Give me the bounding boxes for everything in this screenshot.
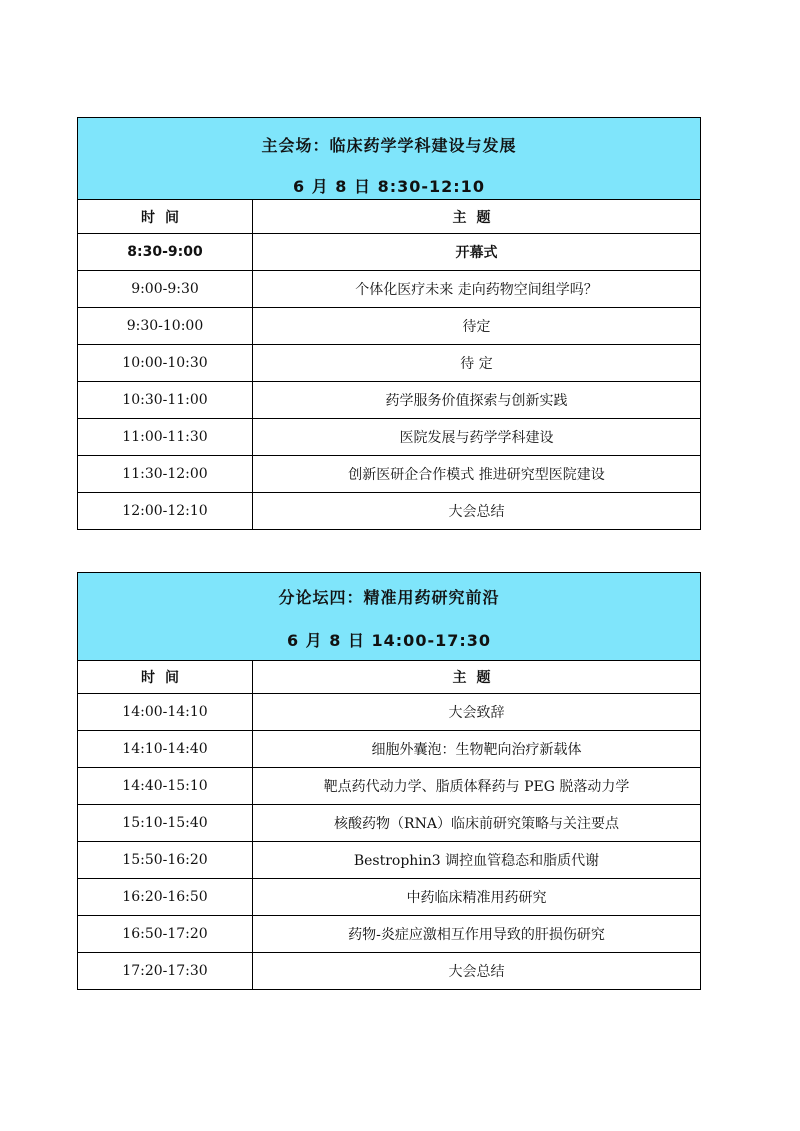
- row-topic: 开幕式: [253, 234, 701, 271]
- row-time: 11:00-11:30: [78, 419, 253, 456]
- row-time: 10:00-10:30: [78, 345, 253, 382]
- table-row: [78, 731, 700, 768]
- session-date-time: 6 月 8 日 8:30-12:10: [293, 177, 485, 196]
- session-title: 主会场：临床药学学科建设与发展: [261, 136, 517, 155]
- row-topic: 个体化医疗未来 走向药物空间组学吗？: [253, 271, 701, 308]
- row-time: 9:00-9:30: [78, 271, 253, 308]
- row-time: 9:30-10:00: [78, 308, 253, 345]
- session-main-venue: [77, 117, 701, 530]
- row-topic: 待 定: [253, 345, 701, 382]
- table-row: [78, 456, 700, 493]
- table-row: [78, 805, 700, 842]
- row-topic: 核酸药物（RNA）临床前研究策略与关注要点: [253, 805, 701, 842]
- col-topic-header: 主题: [452, 670, 501, 686]
- row-topic: 中药临床精准用药研究: [253, 879, 701, 916]
- row-time: 8:30-9:00: [78, 234, 253, 271]
- row-time: 10:30-11:00: [78, 382, 253, 419]
- schedule-table: [78, 200, 700, 529]
- row-topic: 靶点药代动力学、脂质体释药与 PEG 脱落动力学: [253, 768, 701, 805]
- table-row: [78, 382, 700, 419]
- row-time: 16:20-16:50: [78, 879, 253, 916]
- session-header: [78, 118, 700, 200]
- row-topic: 大会总结: [253, 953, 701, 990]
- table-row: [78, 493, 700, 530]
- table-header-row: [78, 200, 700, 234]
- table-row: [78, 694, 700, 731]
- row-topic: 医院发展与药学学科建设: [253, 419, 701, 456]
- table-row: [78, 768, 700, 805]
- row-time: 16:50-17:20: [78, 916, 253, 953]
- row-topic: 细胞外囊泡：生物靶向治疗新载体: [253, 731, 701, 768]
- row-topic: 药物-炎症应激相互作用导致的肝损伤研究: [253, 916, 701, 953]
- row-time: 14:10-14:40: [78, 731, 253, 768]
- col-time-header: 时间: [78, 200, 253, 234]
- row-time: 12:00-12:10: [78, 493, 253, 530]
- row-time: 15:50-16:20: [78, 842, 253, 879]
- row-topic: 大会致辞: [253, 694, 701, 731]
- table-row: [78, 879, 700, 916]
- table-row: [78, 916, 700, 953]
- col-time-header: 时间: [78, 661, 253, 694]
- table-row: [78, 271, 700, 308]
- session-date-time: 6 月 8 日 14:00-17:30: [286, 631, 492, 650]
- table-header-row: [78, 661, 700, 694]
- session-title: 分论坛四：精准用药研究前沿: [278, 588, 500, 607]
- schedule-table: [78, 661, 700, 989]
- row-time: 14:00-14:10: [78, 694, 253, 731]
- table-row: [78, 953, 700, 990]
- table-row: [78, 345, 700, 382]
- session-header: [78, 573, 700, 661]
- session-forum-four: [77, 572, 701, 990]
- row-time: 11:30-12:00: [78, 456, 253, 493]
- row-topic: 创新医研企合作模式 推进研究型医院建设: [253, 456, 701, 493]
- table-row: [78, 419, 700, 456]
- row-topic: Bestrophin3 调控血管稳态和脂质代谢: [253, 842, 701, 879]
- col-topic-header: 主题: [452, 209, 501, 226]
- row-topic: 待定: [253, 308, 701, 345]
- table-row: [78, 234, 700, 271]
- table-row: [78, 842, 700, 879]
- row-topic: 药学服务价值探索与创新实践: [253, 382, 701, 419]
- row-time: 14:40-15:10: [78, 768, 253, 805]
- row-time: 17:20-17:30: [78, 953, 253, 990]
- table-row: [78, 308, 700, 345]
- row-topic: 大会总结: [253, 493, 701, 530]
- row-time: 15:10-15:40: [78, 805, 253, 842]
